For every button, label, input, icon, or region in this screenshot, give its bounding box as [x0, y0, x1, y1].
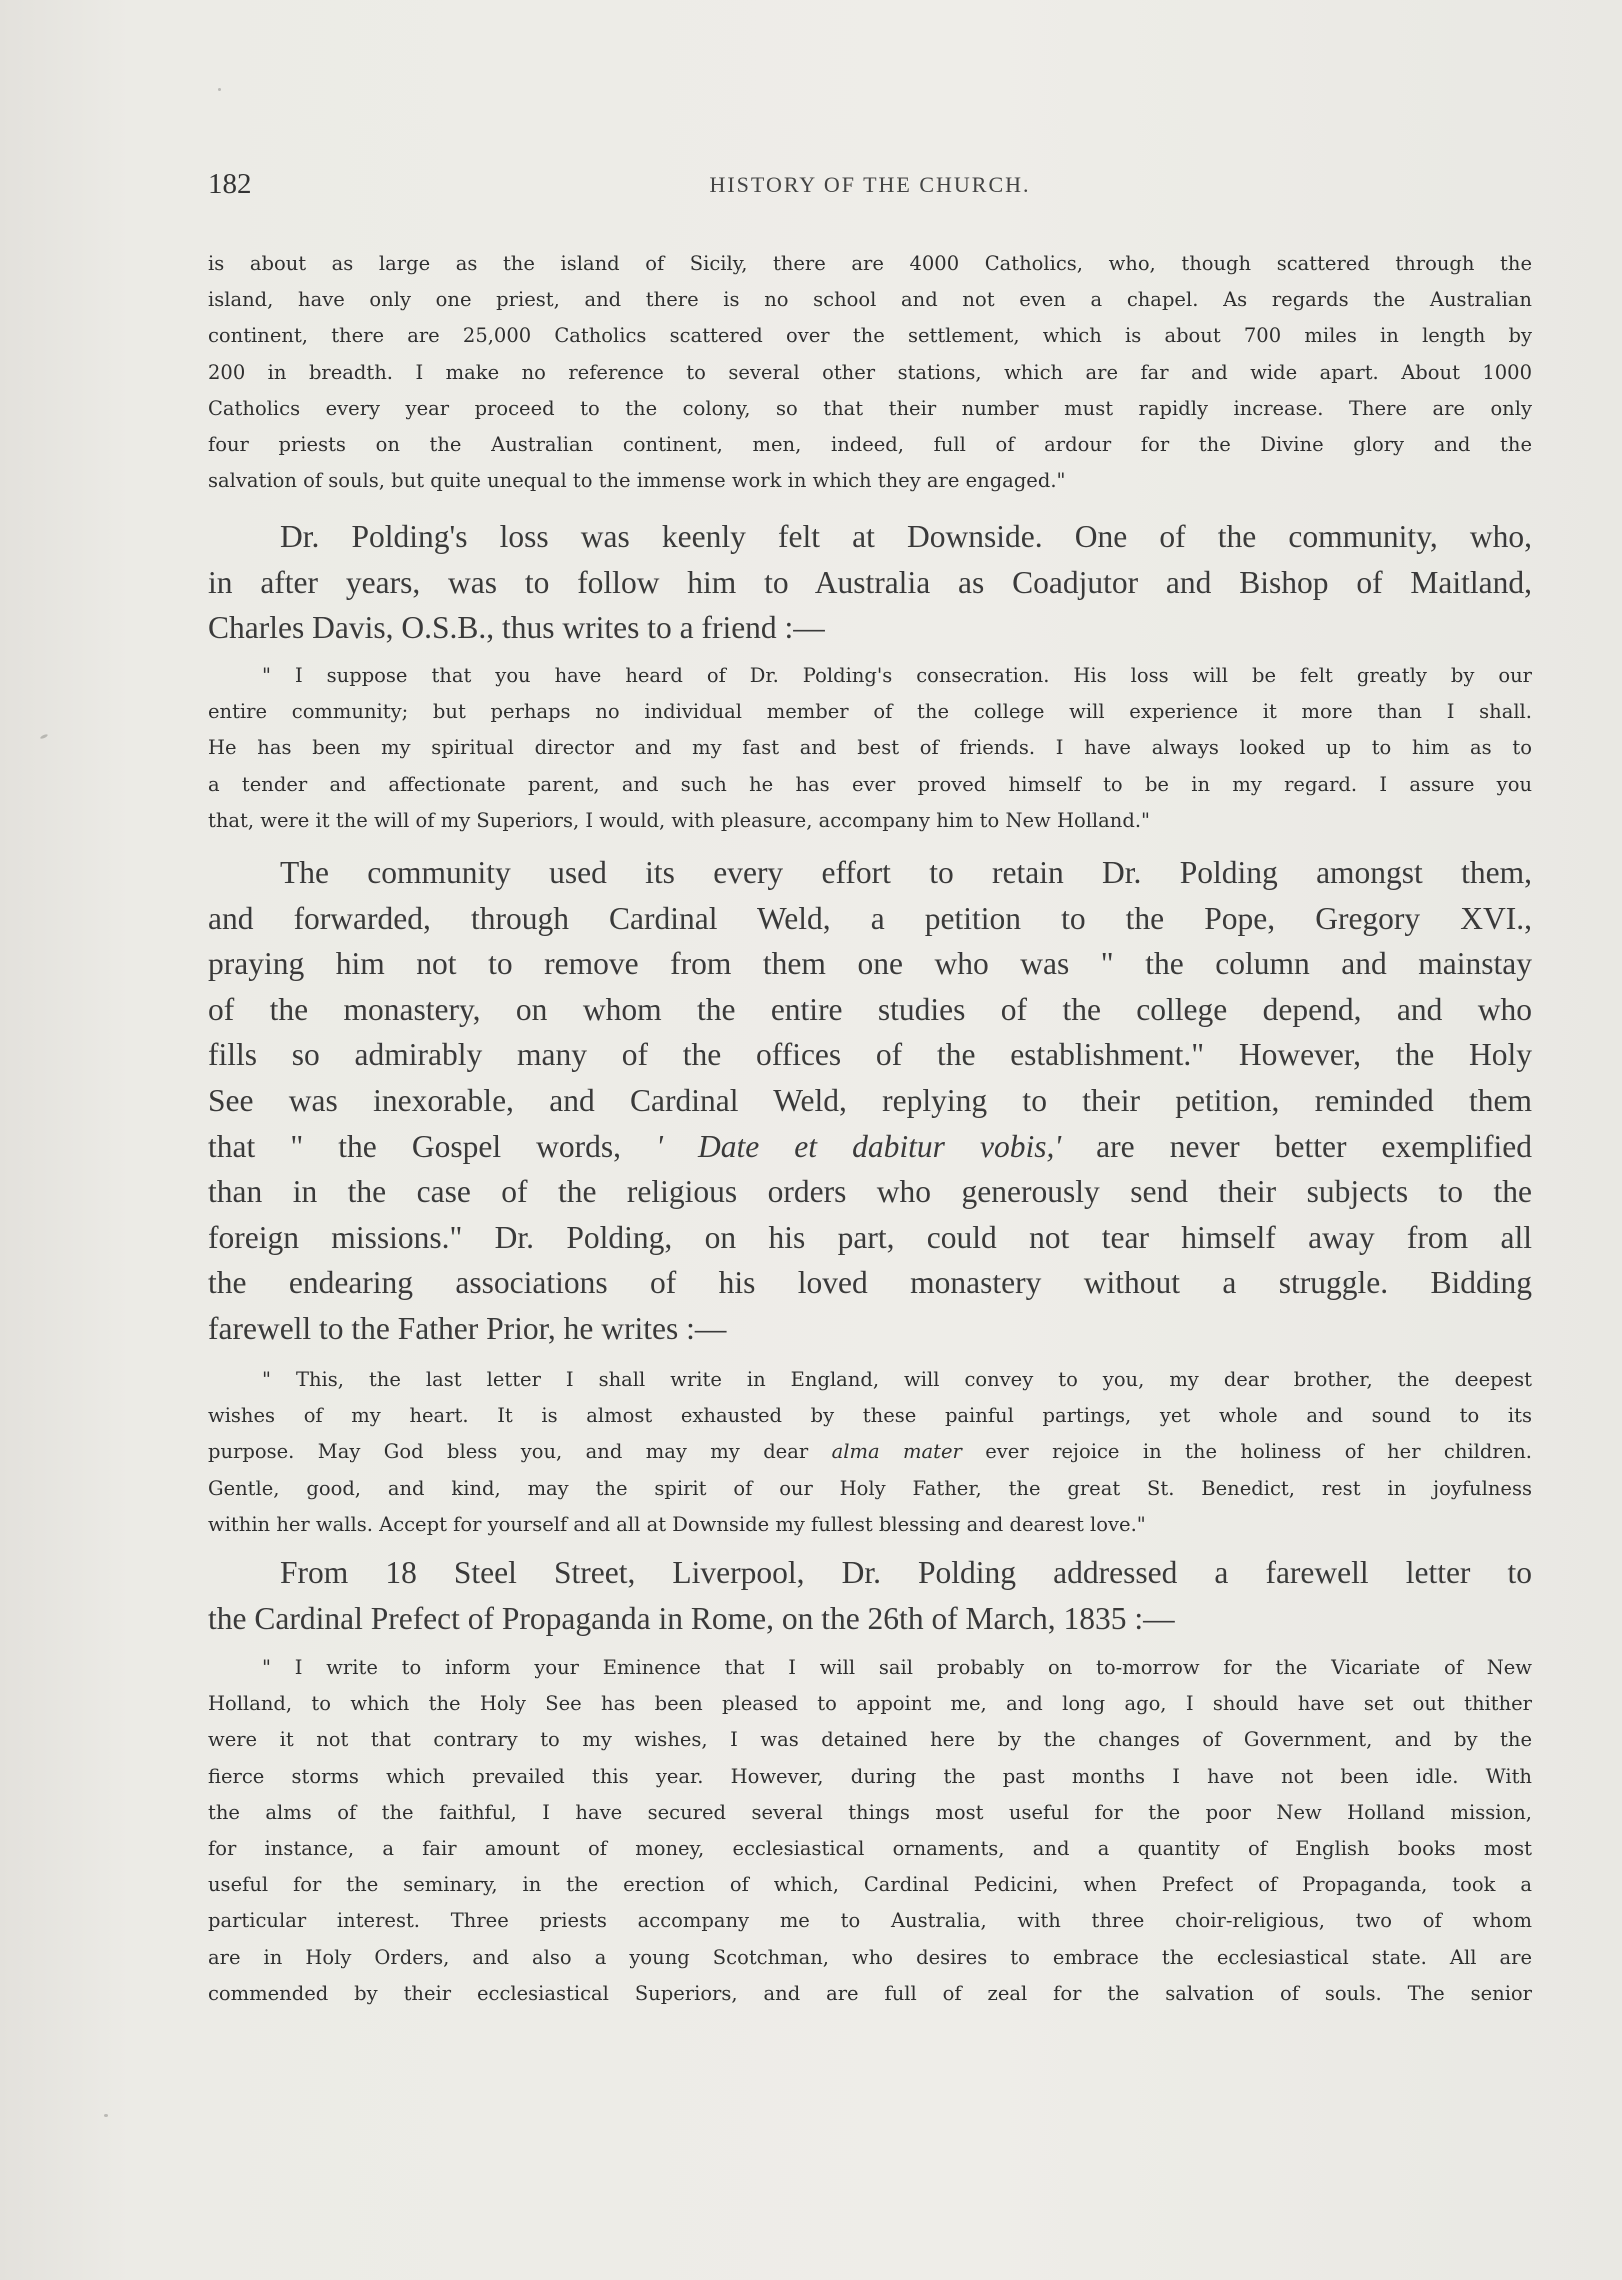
text-line: Gentle, good, and kind, may the spirit of our Holy Father, the great St. Benedict, rest in joyfulness — [208, 1476, 1532, 1500]
text-line: entire community; but perhaps no individual member of the college will experience it more than I shall. — [208, 700, 1532, 724]
text-line: the Cardinal Prefect of Propaganda in Rome, on the 26th of March, 1835 :— — [208, 1600, 1175, 1636]
text-line: that, were it the will of my Superiors, I would, with pleasure, accompany him to New Holland." — [208, 808, 1150, 832]
text-line: fierce storms which prevailed this year. However, during the past months I have not been idle. With — [208, 1764, 1532, 1788]
italic-phrase: alma mater — [831, 1440, 962, 1464]
latin-quote: ' Date et dabitur vobis,' — [656, 1128, 1062, 1164]
text-line: continent, there are 25,000 Catholics scattered over the settlement, which is about 700 miles in length by — [208, 324, 1532, 348]
text-line: " This, the last letter I shall write in England, will convey to you, my dear brother, the deepest — [262, 1368, 1532, 1391]
text-line: wishes of my heart. It is almost exhausted by these painful partings, yet whole and sound to its — [208, 1404, 1532, 1428]
quote-davis-letter — [208, 658, 1532, 839]
text-line: Holland, to which the Holy See has been pleased to appoint me, and long ago, I should have set out thither — [208, 1692, 1532, 1716]
text-line: than in the case of the religious orders who generously send their subjects to the — [208, 1174, 1532, 1210]
text-line: " I write to inform your Eminence that I will sail probably on to-morrow for the Vicariate of New — [262, 1656, 1532, 1679]
text-line: salvation of souls, but quite unequal to the immense work in which they are engaged." — [208, 469, 1066, 493]
text-fragment: purpose. May God bless you, and may my dear — [208, 1440, 832, 1464]
text-line: Dr. Polding's loss was keenly felt at Downside. One of the community, who, — [280, 519, 1532, 554]
text-line: From 18 Steel Street, Liverpool, Dr. Polding addressed a farewell letter to — [280, 1555, 1532, 1590]
text-line: fills so admirably many of the offices of the establishment." However, the Holy — [208, 1037, 1532, 1073]
text-line: foreign missions." Dr. Polding, on his part, could not tear himself away from all — [208, 1219, 1532, 1255]
text-line: farewell to the Father Prior, he writes :— — [208, 1310, 727, 1346]
page-number: 182 — [208, 168, 252, 200]
text-line: See was inexorable, and Cardinal Weld, replying to their petition, reminded them — [208, 1082, 1532, 1118]
text-line: the alms of the faithful, I have secured several things most useful for the poor New Holland mission, — [208, 1800, 1532, 1824]
running-head: HISTORY OF THE CHURCH. — [709, 172, 1031, 197]
paper-speck — [218, 88, 221, 91]
quote-letter-to-propaganda — [208, 1650, 1532, 2012]
paper-speck — [104, 2114, 108, 2117]
text-line: a tender and affectionate parent, and such he has ever proved himself to be in my regard. I assure you — [208, 772, 1532, 796]
text-line: particular interest. Three priests accompany me to Australia, with three choir-religious, two of whom — [208, 1909, 1532, 1933]
text-line: and forwarded, through Cardinal Weld, a petition to the Pope, Gregory XVI., — [208, 900, 1532, 936]
text-line: within her walls. Accept for yourself and all at Downside my fullest blessing and dearest love." — [208, 1512, 1146, 1536]
text-line-with-italic — [208, 1434, 1532, 1470]
text-line: island, have only one priest, and there is no school and not even a chapel. As regards the Australian — [208, 288, 1532, 312]
text-line: He has been my spiritual director and my fast and best of friends. I have always looked up to him as to — [208, 736, 1532, 760]
text-line: is about as large as the island of Sicily, there are 4000 Catholics, who, though scattered through the — [208, 252, 1532, 275]
quote-continuation — [208, 246, 1532, 499]
text-line: commended by their ecclesiastical Superiors, and are full of zeal for the salvation of souls. The senior — [208, 1981, 1532, 2005]
text-line-with-italic — [208, 1124, 1532, 1170]
text-line: useful for the seminary, in the erection of which, Cardinal Pedicini, when Prefect of Propaganda, took a — [208, 1873, 1532, 1897]
text-fragment: that " the Gospel words, — [208, 1128, 657, 1164]
text-line: The community used its every effort to retain Dr. Polding amongst them, — [280, 855, 1532, 890]
page-header — [208, 168, 1532, 208]
text-line: are in Holy Orders, and also a young Scotchman, who desires to embrace the ecclesiastical state. All are — [208, 1945, 1532, 1969]
text-line: were it not that contrary to my wishes, I was detained here by the changes of Government, and by the — [208, 1728, 1532, 1752]
text-fragment: are never better exemplified — [1061, 1128, 1532, 1164]
body-paragraph-petition — [208, 850, 1532, 1352]
text-line: in after years, was to follow him to Australia as Coadjutor and Bishop of Maitland, — [208, 564, 1532, 600]
text-line: of the monastery, on whom the entire studies of the college depend, and who — [208, 991, 1532, 1027]
text-line: Catholics every year proceed to the colony, so that their number must rapidly increase. There are only — [208, 396, 1532, 420]
text-line: praying him not to remove from them one who was " the column and mainstay — [208, 946, 1532, 982]
text-line: " I suppose that you have heard of Dr. Polding's consecration. His loss will be felt greatly by our — [262, 664, 1532, 687]
text-line: for instance, a fair amount of money, ecclesiastical ornaments, and a quantity of English books most — [208, 1837, 1532, 1861]
text-fragment: ever rejoice in the holiness of her children. — [961, 1440, 1532, 1464]
body-paragraph-downside — [208, 514, 1532, 651]
text-line: four priests on the Australian continent, men, indeed, full of ardour for the Divine glory and the — [208, 433, 1532, 457]
text-line: Charles Davis, O.S.B., thus writes to a friend :— — [208, 610, 825, 646]
body-paragraph-liverpool — [208, 1550, 1532, 1641]
quote-farewell-letter — [208, 1362, 1532, 1543]
text-line: the endearing associations of his loved monastery without a struggle. Bidding — [208, 1265, 1532, 1301]
paper-speck — [40, 733, 49, 739]
text-line: 200 in breadth. I make no reference to several other stations, which are far and wide apart. About 1000 — [208, 360, 1532, 384]
